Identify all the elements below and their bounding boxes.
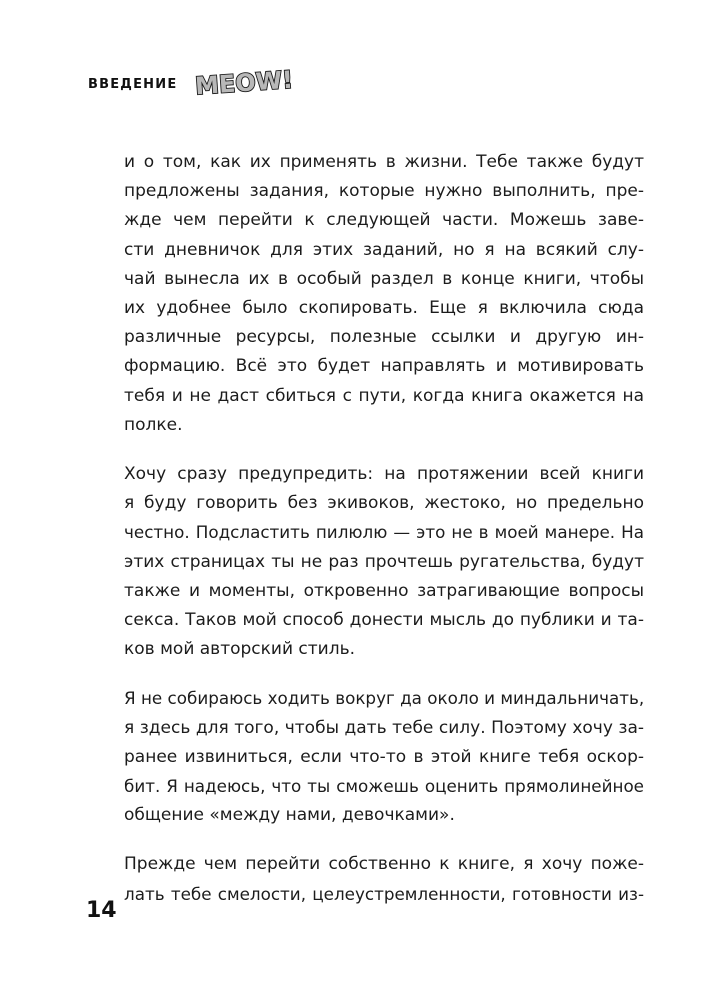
- page-number: 14: [86, 898, 117, 923]
- text-line: ков мой авторский стиль.: [124, 639, 356, 660]
- paragraph: [124, 148, 644, 440]
- text-line: я здесь для того, чтобы дать тебе силу. Поэтому хочу за-: [124, 717, 644, 738]
- text-line: этих страницах ты не раз прочтешь ругательства, будут: [124, 551, 644, 572]
- paragraph: [124, 460, 644, 664]
- text-line: чай вынесла их в особый раздел в конце книги, чтобы: [124, 268, 644, 289]
- meow-logo-text: MEOW!: [194, 65, 295, 101]
- text-line: я буду говорить без экивоков, жестоко, но предельно: [124, 493, 644, 514]
- text-line: различные ресурсы, полезные ссылки и другую ин-: [124, 327, 644, 348]
- running-header: [88, 62, 295, 106]
- text-line: Хочу сразу предупредить: на протяжении всей книги: [124, 464, 644, 485]
- text-line: предложены задания, которые нужно выполнить, пре-: [124, 181, 644, 202]
- text-line: Прежде чем перейти собственно к книге, я хочу поже-: [124, 854, 644, 875]
- text-line: их удобнее было скопировать. Еще я включила сюда: [124, 298, 644, 319]
- text-line: жде чем перейти к следующей части. Можешь заве-: [124, 210, 644, 231]
- text-line: честно. Подсластить пилюлю — это не в моей манере. На: [124, 522, 644, 543]
- text-line: формацию. Всё это будет направлять и мотивировать: [124, 356, 644, 377]
- main-text: [124, 148, 644, 909]
- text-line: Я не собираюсь ходить вокруг да около и миндальничать,: [124, 688, 645, 709]
- text-line: и о том, как их применять в жизни. Тебе также будут: [124, 152, 644, 172]
- text-line: полке.: [124, 414, 183, 435]
- section-title: ВВЕДЕНИЕ: [88, 76, 178, 92]
- text-line: ранее извиниться, если что-то в этой книге тебя оскор-: [124, 746, 644, 767]
- text-line: также и моменты, откровенно затрагивающие вопросы: [124, 580, 644, 601]
- text-line: общение «между нами, девочками».: [124, 805, 455, 826]
- text-line: тебя и не даст сбиться с пути, когда книга окажется на: [124, 385, 644, 406]
- text-line: сти дневничок для этих заданий, но я на всякий слу-: [124, 239, 644, 260]
- paragraph: [124, 850, 644, 908]
- text-line: секса. Таков мой способ донести мысль до публики и та-: [124, 610, 644, 631]
- text-line: бит. Я надеюсь, что ты сможешь оценить прямолинейное: [124, 776, 644, 797]
- meow-logo-icon: [194, 64, 295, 101]
- paragraph: [124, 684, 644, 830]
- text-line: лать тебе смелости, целеустремленности, готовности из-: [124, 883, 644, 904]
